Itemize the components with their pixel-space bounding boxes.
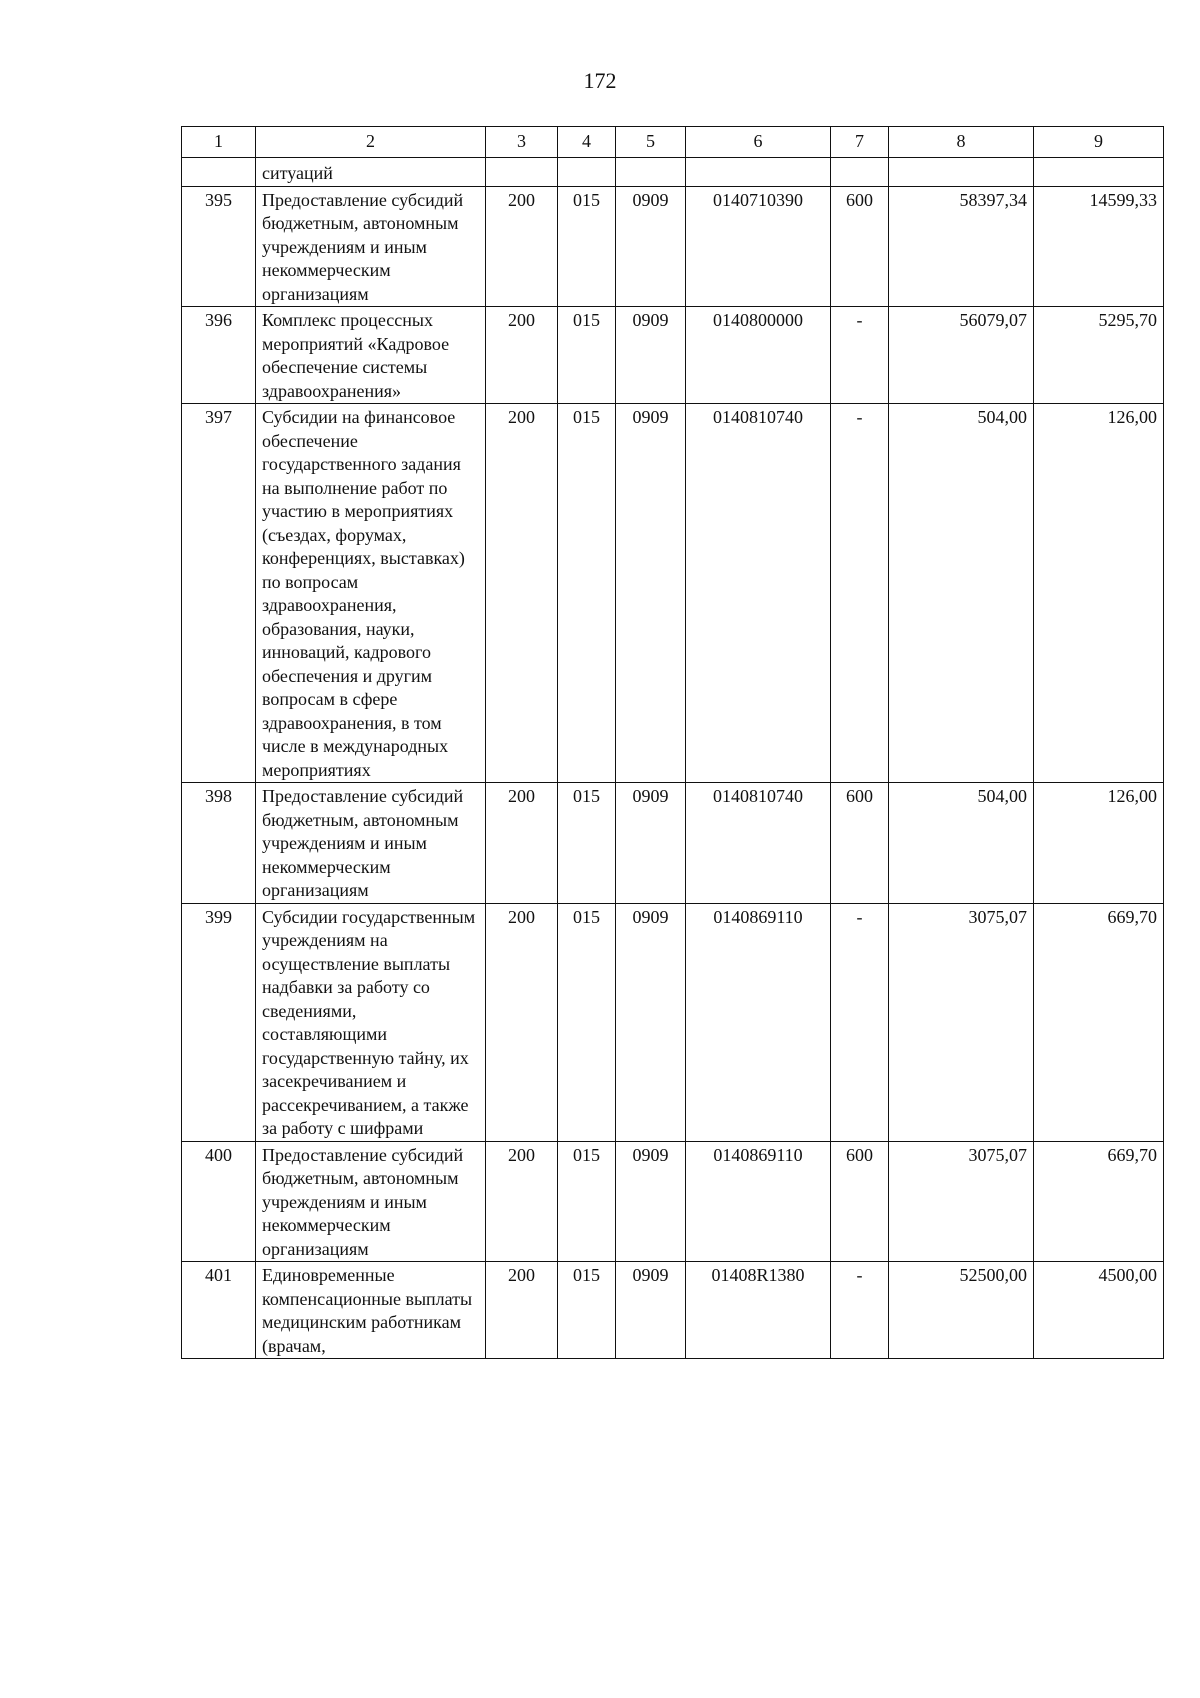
- cell-col4: 015: [558, 1141, 616, 1262]
- cell-col8: 504,00: [889, 783, 1034, 904]
- row-number: 397: [182, 404, 256, 783]
- row-name: Комплекс процессных мероприятий «Кадровое обеспечение системы здравоохранения»: [256, 307, 486, 404]
- table-row: [182, 307, 1164, 404]
- cell-col9: 5295,70: [1034, 307, 1164, 404]
- cell-col8: 52500,00: [889, 1262, 1034, 1359]
- continuation-row: [182, 158, 1164, 187]
- cell-col9: 4500,00: [1034, 1262, 1164, 1359]
- row-number: 399: [182, 903, 256, 1141]
- cell-col8: 504,00: [889, 404, 1034, 783]
- cell-col4: 015: [558, 404, 616, 783]
- continuation-text: ситуаций: [256, 158, 486, 187]
- cell-col5: 0909: [616, 903, 686, 1141]
- cell-col3: 200: [486, 783, 558, 904]
- cell-col7: -: [831, 1262, 889, 1359]
- column-header: 8: [889, 127, 1034, 158]
- cell-col3: 200: [486, 903, 558, 1141]
- cell-col6: 0140710390: [686, 186, 831, 307]
- cell-col6: 0140800000: [686, 307, 831, 404]
- row-number: 401: [182, 1262, 256, 1359]
- column-header: 5: [616, 127, 686, 158]
- cell-col3: 200: [486, 1262, 558, 1359]
- column-header: 4: [558, 127, 616, 158]
- cell-col6: 01408R1380: [686, 1262, 831, 1359]
- cell-col8: 56079,07: [889, 307, 1034, 404]
- table-row: [182, 783, 1164, 904]
- table-row: [182, 1262, 1164, 1359]
- row-number: 395: [182, 186, 256, 307]
- cell-col7: -: [831, 307, 889, 404]
- cell-col5: 0909: [616, 307, 686, 404]
- cell-col4: 015: [558, 186, 616, 307]
- cell-col6: 0140810740: [686, 783, 831, 904]
- page-number: 172: [583, 68, 617, 93]
- row-name: Предоставление субсидий бюджетным, автономным учреждениям и иным некоммерческим организациям: [256, 783, 486, 904]
- cell-col3: 200: [486, 404, 558, 783]
- row-name: Единовременные компенсационные выплаты медицинским работникам (врачам,: [256, 1262, 486, 1359]
- cell-col5: 0909: [616, 1141, 686, 1262]
- cell-col5: 0909: [616, 1262, 686, 1359]
- column-header: 2: [256, 127, 486, 158]
- cell-col8: 58397,34: [889, 186, 1034, 307]
- table-row: [182, 404, 1164, 783]
- cell-col9: 14599,33: [1034, 186, 1164, 307]
- column-header: 1: [182, 127, 256, 158]
- column-header: 3: [486, 127, 558, 158]
- row-number: 396: [182, 307, 256, 404]
- cell-col7: -: [831, 404, 889, 783]
- cell-col8: 3075,07: [889, 903, 1034, 1141]
- cell-col8: 3075,07: [889, 1141, 1034, 1262]
- table-row: [182, 903, 1164, 1141]
- column-header: 9: [1034, 127, 1164, 158]
- header-row: [182, 127, 1164, 158]
- row-name: Субсидии на финансовое обеспечение государственного задания на выполнение работ по участию в мероприятиях (съездах, форумах, конференциях, выставках) по вопросам здравоохранения, образования, науки, инноваций, кадрового обеспечения и другим вопросам в сфере здравоохранения, в том числе в международных мероприятиях: [256, 404, 486, 783]
- cell-col4: 015: [558, 903, 616, 1141]
- cell-col6: 0140869110: [686, 903, 831, 1141]
- cell-col4: 015: [558, 1262, 616, 1359]
- cell-col3: 200: [486, 307, 558, 404]
- cell-col5: 0909: [616, 404, 686, 783]
- table-row: [182, 186, 1164, 307]
- cell-col7: 600: [831, 1141, 889, 1262]
- row-name: Субсидии государственным учреждениям на осуществление выплаты надбавки за работу со сведениями, составляющими государственную тайну, их засекречиванием и рассекречиванием, а также за работу с шифрами: [256, 903, 486, 1141]
- column-header: 6: [686, 127, 831, 158]
- row-number: 398: [182, 783, 256, 904]
- cell-col3: 200: [486, 186, 558, 307]
- row-name: Предоставление субсидий бюджетным, автономным учреждениям и иным некоммерческим организациям: [256, 186, 486, 307]
- cell-col7: 600: [831, 186, 889, 307]
- row-name: Предоставление субсидий бюджетным, автономным учреждениям и иным некоммерческим организациям: [256, 1141, 486, 1262]
- cell-col6: 0140810740: [686, 404, 831, 783]
- table-row: [182, 1141, 1164, 1262]
- cell-col3: 200: [486, 1141, 558, 1262]
- cell-col4: 015: [558, 783, 616, 904]
- cell-col7: -: [831, 903, 889, 1141]
- cell-col7: 600: [831, 783, 889, 904]
- cell-col9: 669,70: [1034, 903, 1164, 1141]
- column-header: 7: [831, 127, 889, 158]
- cell-col9: 669,70: [1034, 1141, 1164, 1262]
- cell-col9: 126,00: [1034, 404, 1164, 783]
- cell-col4: 015: [558, 307, 616, 404]
- cell-col9: 126,00: [1034, 783, 1164, 904]
- row-number: 400: [182, 1141, 256, 1262]
- budget-table: [181, 126, 1164, 1359]
- cell-col6: 0140869110: [686, 1141, 831, 1262]
- cell-col5: 0909: [616, 783, 686, 904]
- cell-col5: 0909: [616, 186, 686, 307]
